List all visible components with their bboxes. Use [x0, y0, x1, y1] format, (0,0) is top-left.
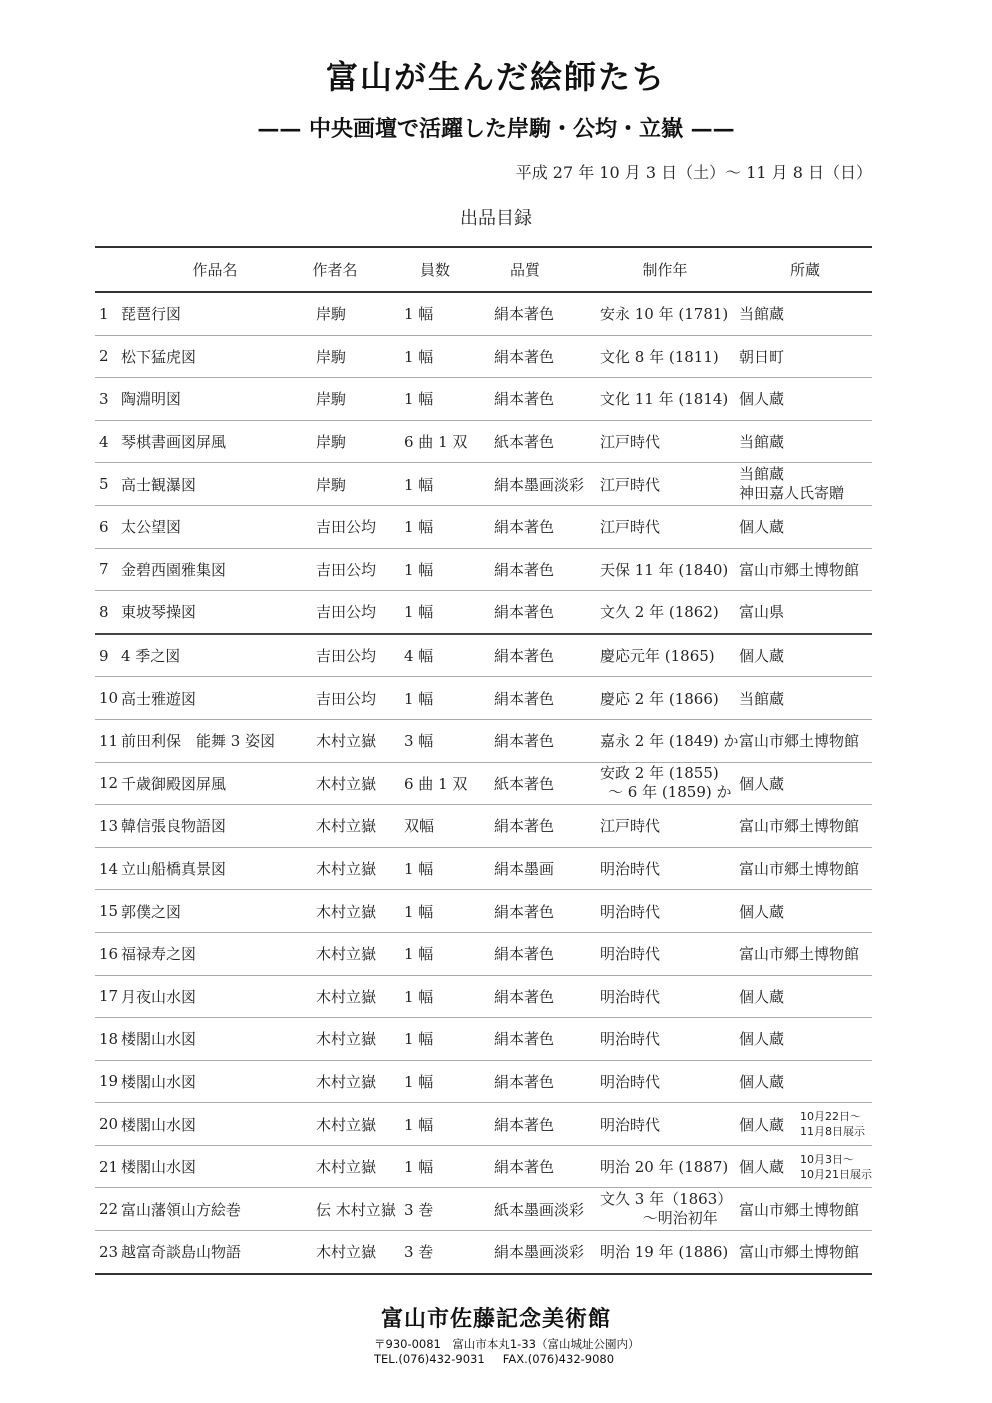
- cell-author: 岸駒: [316, 347, 347, 366]
- museum-address: 〒930-0081 富山市本丸1-33（富山城址公園内）: [374, 1337, 640, 1351]
- item-number: 11: [99, 731, 119, 750]
- cell-owner: 個人蔵: [739, 1158, 785, 1177]
- cell-medium: 絹本著色: [494, 603, 555, 622]
- cell-owner: 富山市郷土博物館: [739, 732, 860, 751]
- cell-qty: 1 幅: [404, 560, 434, 579]
- cell-author: 岸駒: [316, 433, 347, 452]
- cell-author: 木村立嶽: [316, 1115, 377, 1134]
- cell-qty: 3 幅: [404, 732, 434, 751]
- cell-author: 木村立嶽: [316, 987, 377, 1006]
- work-title: 富山藩領山方絵巻: [121, 1200, 242, 1219]
- catalog-heading: 出品目録: [460, 208, 532, 229]
- item-number: 19: [99, 1072, 119, 1091]
- table-row: [95, 463, 872, 506]
- cell-medium: 絹本著色: [494, 732, 555, 751]
- cell-year: 江戸時代: [600, 475, 661, 494]
- cell-qty: 3 巻: [404, 1243, 434, 1262]
- cell-qty: 1 幅: [404, 518, 434, 537]
- table-row: [95, 805, 872, 848]
- work-title: 陶淵明図: [121, 390, 182, 409]
- cell-year: 天保 11 年 (1840): [600, 560, 729, 579]
- cell-medium: 絹本著色: [494, 817, 555, 836]
- cell-year: [600, 1188, 736, 1230]
- work-title: 金碧西園雅集図: [121, 560, 227, 579]
- cell-author: 吉田公均: [316, 560, 377, 579]
- cell-title: [99, 1103, 313, 1145]
- item-number: 18: [99, 1029, 119, 1048]
- table-row: [95, 976, 872, 1019]
- cell-owner: 当館蔵: [739, 433, 785, 452]
- work-title: 立山船橋真景図: [121, 860, 227, 879]
- column-header-medium: 品質: [509, 261, 540, 279]
- cell-owner: 富山市郷土博物館: [739, 860, 860, 879]
- cell-medium: 絹本著色: [494, 305, 555, 324]
- cell-owner: 個人蔵: [739, 1115, 785, 1134]
- cell-author: 木村立嶽: [316, 817, 377, 836]
- cell-owner: 当館蔵: [739, 305, 785, 324]
- note-line-1: 10月3日～: [800, 1152, 854, 1166]
- cell-year: 明治時代: [600, 1030, 661, 1049]
- cell-year: 文化 11 年 (1814): [600, 390, 729, 409]
- work-title: 東坡琴操図: [121, 603, 197, 622]
- work-title: 郭僕之図: [121, 902, 182, 921]
- table-row: [95, 635, 872, 678]
- cell-title: [99, 1146, 313, 1188]
- cell-qty: 4 幅: [404, 647, 434, 666]
- cell-title: [99, 1231, 313, 1273]
- cell-owner: 富山市郷土博物館: [739, 945, 860, 964]
- cell-title: [99, 421, 313, 463]
- table-row: [95, 890, 872, 933]
- year-line-2: ～明治初年: [608, 1209, 718, 1228]
- table-row: [95, 549, 872, 592]
- work-title: 高士観瀑図: [121, 475, 197, 494]
- cell-owner: 富山市郷土博物館: [739, 1243, 860, 1262]
- note-line-1: 10月22日～: [800, 1110, 861, 1124]
- cell-author: 木村立嶽: [316, 1072, 377, 1091]
- work-title: 琴棋書画図屏風: [121, 433, 227, 452]
- cell-owner: 富山市郷土博物館: [739, 817, 860, 836]
- cell-medium: 紙本著色: [494, 774, 555, 793]
- cell-owner: 個人蔵: [739, 774, 785, 793]
- cell-author: 岸駒: [316, 390, 347, 409]
- page-title: 富山が生んだ絵師たち: [325, 58, 666, 96]
- cell-title: [99, 976, 313, 1018]
- museum-name: 富山市佐藤記念美術館: [380, 1307, 611, 1332]
- cell-title: [99, 848, 313, 890]
- table-row: [95, 677, 872, 720]
- cell-author: 木村立嶽: [316, 1030, 377, 1049]
- cell-qty: 1 幅: [404, 390, 434, 409]
- work-title: 楼閣山水図: [121, 1072, 197, 1091]
- work-title: 韓信張良物語図: [121, 817, 227, 836]
- cell-year: 明治時代: [600, 902, 661, 921]
- cell-qty: 1 幅: [404, 603, 434, 622]
- display-period-note: [800, 1146, 872, 1188]
- cell-qty: 1 幅: [404, 305, 434, 324]
- table-row: [95, 421, 872, 464]
- table-row: [95, 1146, 872, 1189]
- cell-qty: 双幅: [404, 817, 435, 836]
- column-header-title: 作品名: [192, 261, 238, 279]
- item-number: 13: [99, 816, 119, 835]
- item-number: 14: [99, 859, 119, 878]
- item-number: 10: [99, 689, 119, 708]
- cell-author: 吉田公均: [316, 647, 377, 666]
- cell-title: [99, 1188, 313, 1230]
- museum-phone-fax: TEL.(076)432-9031 FAX.(076)432-9080: [374, 1352, 615, 1366]
- cell-owner: 富山市郷土博物館: [739, 1200, 860, 1219]
- cell-owner: 個人蔵: [739, 902, 785, 921]
- cell-author: 吉田公均: [316, 518, 377, 537]
- cell-qty: 1 幅: [404, 347, 434, 366]
- item-number: 5: [99, 475, 109, 494]
- note-line-2: 10月21日展示: [800, 1167, 872, 1181]
- year-line-1: 文久 3 年（1863）: [600, 1190, 733, 1209]
- cell-owner: 個人蔵: [739, 1072, 785, 1091]
- cell-author: 伝 木村立嶽: [316, 1200, 396, 1219]
- cell-owner: 当館蔵: [739, 689, 785, 708]
- column-header-year: 制作年: [642, 261, 688, 279]
- table-row: [95, 720, 872, 763]
- cell-year: 明治時代: [600, 1115, 661, 1134]
- cell-medium: 絹本著色: [494, 987, 555, 1006]
- table-row: [95, 848, 872, 891]
- cell-title: [99, 293, 313, 335]
- table-row: [95, 933, 872, 976]
- item-number: 8: [99, 602, 109, 621]
- cell-medium: 絹本墨画淡彩: [494, 1243, 585, 1262]
- work-title: 前田利保 能舞 3 姿図: [121, 732, 276, 751]
- cell-qty: 1 幅: [404, 1158, 434, 1177]
- cell-qty: 1 幅: [404, 987, 434, 1006]
- cell-title: [99, 1018, 313, 1060]
- column-header-author: 作者名: [312, 261, 358, 279]
- cell-year: [600, 763, 736, 805]
- cell-qty: 1 幅: [404, 1030, 434, 1049]
- cell-title: [99, 463, 313, 505]
- cell-title: [99, 591, 313, 633]
- cell-author: 吉田公均: [316, 603, 377, 622]
- cell-owner: 個人蔵: [739, 1030, 785, 1049]
- page-subtitle: —— 中央画壇で活躍した岸駒・公均・立嶽 ——: [257, 116, 735, 142]
- table-row: [95, 1061, 872, 1104]
- cell-qty: 6 曲 1 双: [404, 774, 468, 793]
- cell-author: 木村立嶽: [316, 860, 377, 879]
- display-period-note: [800, 1103, 865, 1145]
- cell-qty: 1 幅: [404, 689, 434, 708]
- cell-owner: [739, 463, 872, 505]
- item-number: 9: [99, 646, 109, 665]
- cell-year: 文久 2 年 (1862): [600, 603, 719, 622]
- year-line-2: ～ 6 年 (1859) か: [608, 783, 732, 802]
- cell-author: 木村立嶽: [316, 945, 377, 964]
- item-number: 15: [99, 902, 119, 921]
- item-number: 20: [99, 1115, 119, 1134]
- work-title: 高士雅遊図: [121, 689, 197, 708]
- work-title: 琵琶行図: [121, 305, 182, 324]
- cell-author: 木村立嶽: [316, 732, 377, 751]
- cell-author: 吉田公均: [316, 689, 377, 708]
- item-number: 22: [99, 1200, 119, 1219]
- cell-title: [99, 933, 313, 975]
- item-number: 1: [99, 304, 109, 323]
- cell-author: 木村立嶽: [316, 902, 377, 921]
- cell-medium: 絹本著色: [494, 902, 555, 921]
- item-number: 4: [99, 432, 109, 451]
- cell-title: [99, 506, 313, 548]
- table-row: [95, 591, 872, 635]
- cell-medium: 絹本著色: [494, 945, 555, 964]
- year-line-1: 安政 2 年 (1855): [600, 764, 719, 783]
- cell-title: [99, 890, 313, 932]
- column-header-owner: 所蔵: [789, 261, 820, 279]
- cell-year: 安永 10 年 (1781): [600, 305, 729, 324]
- cell-title: [99, 763, 313, 805]
- works-table: [95, 246, 872, 1275]
- cell-owner: 個人蔵: [739, 518, 785, 537]
- item-number: 21: [99, 1157, 119, 1176]
- cell-medium: 絹本著色: [494, 1115, 555, 1134]
- cell-owner: 富山県: [739, 603, 785, 622]
- cell-medium: 絹本著色: [494, 560, 555, 579]
- table-row: [95, 763, 872, 806]
- cell-year: 江戸時代: [600, 518, 661, 537]
- cell-medium: 紙本著色: [494, 433, 555, 452]
- item-number: 6: [99, 517, 109, 536]
- cell-title: [99, 677, 313, 719]
- cell-medium: 絹本著色: [494, 647, 555, 666]
- cell-medium: 絹本著色: [494, 347, 555, 366]
- item-number: 16: [99, 944, 119, 963]
- cell-owner: 個人蔵: [739, 647, 785, 666]
- table-row: [95, 1018, 872, 1061]
- cell-qty: 1 幅: [404, 1115, 434, 1134]
- work-title: 楼閣山水図: [121, 1030, 197, 1049]
- cell-year: 明治 20 年 (1887): [600, 1158, 729, 1177]
- work-title: 松下猛虎図: [121, 347, 197, 366]
- cell-medium: 絹本著色: [494, 390, 555, 409]
- cell-year: 明治 19 年 (1886): [600, 1243, 729, 1262]
- table-row: [95, 336, 872, 379]
- cell-author: 岸駒: [316, 305, 347, 324]
- work-title: 月夜山水図: [121, 987, 197, 1006]
- cell-title: [99, 720, 313, 762]
- cell-title: [99, 336, 313, 378]
- item-number: 17: [99, 987, 119, 1006]
- work-title: 越富奇談島山物語: [121, 1243, 242, 1262]
- table-body: [95, 293, 872, 1275]
- cell-year: 江戸時代: [600, 817, 661, 836]
- work-title: 千歳御殿図屏風: [121, 774, 227, 793]
- cell-medium: 絹本著色: [494, 1030, 555, 1049]
- cell-medium: 絹本墨画: [494, 860, 555, 879]
- work-title: 楼閣山水図: [121, 1158, 197, 1177]
- item-number: 3: [99, 389, 109, 408]
- item-number: 7: [99, 560, 109, 579]
- cell-title: [99, 635, 313, 677]
- cell-author: 木村立嶽: [316, 774, 377, 793]
- cell-medium: 絹本墨画淡彩: [494, 475, 585, 494]
- cell-qty: 1 幅: [404, 902, 434, 921]
- cell-year: 明治時代: [600, 987, 661, 1006]
- cell-medium: 絹本著色: [494, 518, 555, 537]
- cell-year: 明治時代: [600, 1072, 661, 1091]
- table-row: [95, 1103, 872, 1146]
- column-header-qty: 員数: [419, 261, 450, 279]
- work-title: 4 季之図: [121, 647, 181, 666]
- cell-owner: 個人蔵: [739, 390, 785, 409]
- cell-qty: 1 幅: [404, 860, 434, 879]
- cell-year: 慶応元年 (1865): [600, 647, 715, 666]
- table-row: [95, 506, 872, 549]
- cell-owner: 朝日町: [739, 347, 785, 366]
- cell-title: [99, 1061, 313, 1103]
- cell-author: 木村立嶽: [316, 1158, 377, 1177]
- cell-medium: 紙本墨画淡彩: [494, 1200, 585, 1219]
- cell-qty: 1 幅: [404, 1072, 434, 1091]
- cell-qty: 1 幅: [404, 475, 434, 494]
- cell-medium: 絹本著色: [494, 689, 555, 708]
- cell-qty: 1 幅: [404, 945, 434, 964]
- table-row: [95, 293, 872, 336]
- cell-year: 文化 8 年 (1811): [600, 347, 719, 366]
- table-header: [95, 248, 872, 293]
- table-row: [95, 378, 872, 421]
- cell-title: [99, 378, 313, 420]
- cell-year: 嘉永 2 年 (1849) か: [600, 732, 739, 751]
- cell-year: 江戸時代: [600, 433, 661, 452]
- cell-author: 木村立嶽: [316, 1243, 377, 1262]
- work-title: 福禄寿之図: [121, 945, 197, 964]
- item-number: 2: [99, 347, 109, 366]
- table-row: [95, 1231, 872, 1275]
- note-line-2: 11月8日展示: [800, 1125, 865, 1139]
- owner-line-2: 神田嘉人氏寄贈: [739, 484, 845, 503]
- cell-author: 岸駒: [316, 475, 347, 494]
- item-number: 23: [99, 1242, 119, 1261]
- exhibition-dates: 平成 27 年 10 月 3 日（土）～ 11 月 8 日（日）: [515, 163, 872, 182]
- owner-line-1: 当館蔵: [739, 465, 785, 484]
- cell-medium: 絹本著色: [494, 1072, 555, 1091]
- cell-year: 慶応 2 年 (1866): [600, 689, 719, 708]
- work-title: 楼閣山水図: [121, 1115, 197, 1134]
- cell-owner: 個人蔵: [739, 987, 785, 1006]
- cell-qty: 6 曲 1 双: [404, 433, 468, 452]
- table-row: [95, 1188, 872, 1231]
- cell-qty: 3 巻: [404, 1200, 434, 1219]
- cell-title: [99, 549, 313, 591]
- cell-year: 明治時代: [600, 860, 661, 879]
- cell-year: 明治時代: [600, 945, 661, 964]
- work-title: 太公望図: [121, 518, 182, 537]
- item-number: 12: [99, 774, 119, 793]
- cell-title: [99, 805, 313, 847]
- cell-owner: 富山市郷土博物館: [739, 560, 860, 579]
- cell-medium: 絹本著色: [494, 1158, 555, 1177]
